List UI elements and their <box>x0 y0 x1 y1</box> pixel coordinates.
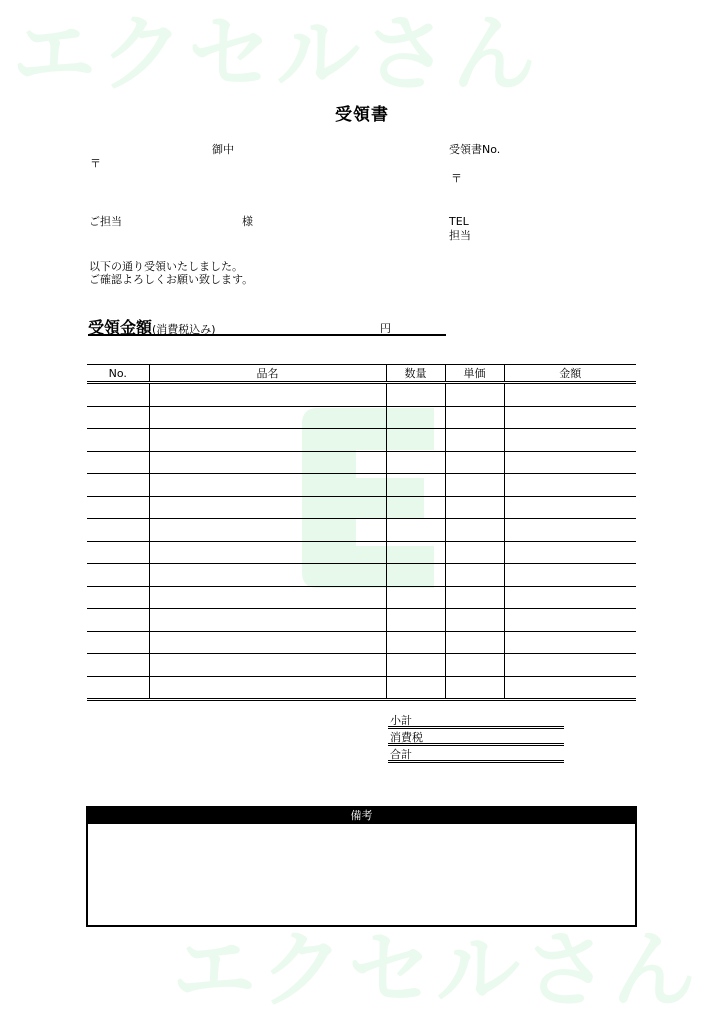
table-cell[interactable] <box>149 383 386 407</box>
issuer-postal-mark: 〒 <box>451 172 462 185</box>
recipient-person-honorific: 様 <box>242 215 253 228</box>
table-cell[interactable] <box>386 496 445 519</box>
table-cell[interactable] <box>445 383 504 407</box>
table-cell[interactable] <box>386 676 445 700</box>
table-cell[interactable] <box>386 586 445 609</box>
remarks-box <box>86 806 637 927</box>
table-cell[interactable] <box>87 451 149 474</box>
table-row <box>87 609 636 632</box>
items-table <box>87 364 636 701</box>
table-cell[interactable] <box>386 451 445 474</box>
watermark-top: エクセルさん <box>12 5 541 103</box>
table-cell[interactable] <box>386 609 445 632</box>
table-cell[interactable] <box>87 654 149 677</box>
receipt-number-label: 受領書No. <box>449 143 501 156</box>
table-cell[interactable] <box>445 496 504 519</box>
table-cell[interactable] <box>87 676 149 700</box>
remarks-header: 備考 <box>88 808 635 824</box>
table-cell[interactable] <box>386 654 445 677</box>
table-row <box>87 383 636 407</box>
header-amount: 金額 <box>504 365 636 383</box>
table-cell[interactable] <box>149 496 386 519</box>
table-cell[interactable] <box>149 564 386 587</box>
table-cell[interactable] <box>445 631 504 654</box>
table-cell[interactable] <box>149 474 386 497</box>
table-row <box>87 631 636 654</box>
table-cell[interactable] <box>504 474 636 497</box>
table-cell[interactable] <box>445 609 504 632</box>
amount-underline <box>88 334 446 336</box>
table-cell[interactable] <box>149 676 386 700</box>
table-row <box>87 541 636 564</box>
table-cell[interactable] <box>504 451 636 474</box>
table-cell[interactable] <box>504 383 636 407</box>
table-cell[interactable] <box>87 406 149 429</box>
items-body <box>87 383 636 700</box>
table-cell[interactable] <box>445 564 504 587</box>
table-row <box>87 676 636 700</box>
table-cell[interactable] <box>386 474 445 497</box>
table-cell[interactable] <box>386 429 445 452</box>
table-cell[interactable] <box>87 586 149 609</box>
table-cell[interactable] <box>504 631 636 654</box>
table-cell[interactable] <box>149 586 386 609</box>
amount-label-text: 受領金額 <box>88 318 153 337</box>
table-cell[interactable] <box>504 654 636 677</box>
recipient-contact-label: ご担当 <box>89 215 122 228</box>
table-cell[interactable] <box>504 586 636 609</box>
recipient-company-honorific: 御中 <box>212 143 234 156</box>
table-cell[interactable] <box>149 429 386 452</box>
message-line-2: ご確認よろしくお願い致します。 <box>89 273 254 286</box>
table-row <box>87 496 636 519</box>
table-cell[interactable] <box>445 474 504 497</box>
table-cell[interactable] <box>149 609 386 632</box>
table-cell[interactable] <box>149 406 386 429</box>
table-cell[interactable] <box>149 631 386 654</box>
table-row <box>87 451 636 474</box>
amount-currency: 円 <box>380 322 391 335</box>
table-row <box>87 564 636 587</box>
table-cell[interactable] <box>445 654 504 677</box>
table-cell[interactable] <box>445 406 504 429</box>
header-no: No. <box>87 365 149 383</box>
table-cell[interactable] <box>386 383 445 407</box>
watermark-bottom: エクセルさん <box>172 921 701 1019</box>
document-title: 受領書 <box>335 105 389 125</box>
table-cell[interactable] <box>504 406 636 429</box>
table-row <box>87 429 636 452</box>
total-label: 合計 <box>388 748 564 763</box>
table-cell[interactable] <box>87 609 149 632</box>
table-cell[interactable] <box>87 631 149 654</box>
header-item-name: 品名 <box>149 365 386 383</box>
table-cell[interactable] <box>386 564 445 587</box>
recipient-postal-mark: 〒 <box>90 157 101 170</box>
table-cell[interactable] <box>87 496 149 519</box>
table-cell[interactable] <box>386 519 445 542</box>
table-row <box>87 474 636 497</box>
table-row <box>87 519 636 542</box>
table-cell[interactable] <box>386 541 445 564</box>
table-cell[interactable] <box>504 676 636 700</box>
table-row <box>87 586 636 609</box>
table-cell[interactable] <box>445 429 504 452</box>
totals-block <box>388 714 564 765</box>
table-row <box>87 654 636 677</box>
table-cell[interactable] <box>504 541 636 564</box>
table-cell[interactable] <box>504 609 636 632</box>
table-cell[interactable] <box>386 631 445 654</box>
table-cell[interactable] <box>445 451 504 474</box>
table-cell[interactable] <box>386 406 445 429</box>
table-cell[interactable] <box>445 586 504 609</box>
tax-label: 消費税 <box>388 731 564 746</box>
table-cell[interactable] <box>445 676 504 700</box>
table-header-row <box>87 365 636 383</box>
header-quantity: 数量 <box>386 365 445 383</box>
subtotal-label: 小計 <box>388 714 564 729</box>
amount-sub-label: (消費税込み) <box>152 323 216 336</box>
table-row <box>87 406 636 429</box>
table-cell[interactable] <box>504 429 636 452</box>
table-cell[interactable] <box>445 519 504 542</box>
table-cell[interactable] <box>87 541 149 564</box>
message-line-1: 以下の通り受領いたしました。 <box>89 260 243 273</box>
table-cell[interactable] <box>87 519 149 542</box>
table-cell[interactable] <box>87 474 149 497</box>
table-cell[interactable] <box>149 451 386 474</box>
issuer-tel-label: TEL <box>449 215 469 228</box>
table-cell[interactable] <box>87 383 149 407</box>
table-cell[interactable] <box>149 541 386 564</box>
table-cell[interactable] <box>504 496 636 519</box>
header-unit-price: 単価 <box>445 365 504 383</box>
table-cell[interactable] <box>445 541 504 564</box>
table-cell[interactable] <box>504 564 636 587</box>
table-cell[interactable] <box>504 519 636 542</box>
issuer-staff-label: 担当 <box>449 229 471 242</box>
table-cell[interactable] <box>87 564 149 587</box>
table-cell[interactable] <box>149 654 386 677</box>
table-cell[interactable] <box>149 519 386 542</box>
table-cell[interactable] <box>87 429 149 452</box>
